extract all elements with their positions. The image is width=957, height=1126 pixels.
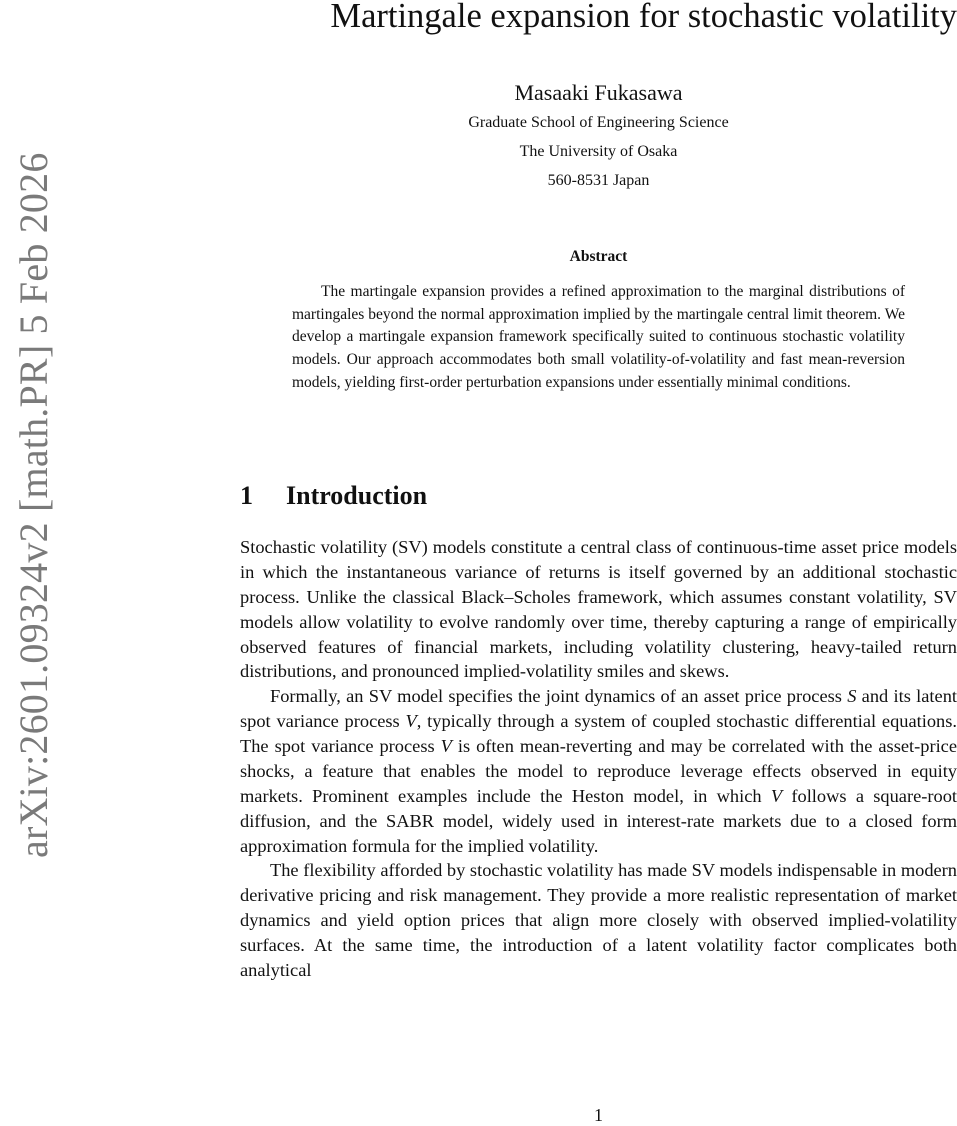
abstract-text: The martingale expansion provides a refined approximation to the marginal distributions of martingales beyond the normal approximation implied by the martingale central limit theorem. We develop a martingale expansion framework specifically suited to continuous stochastic volatility models. Our approach accommodates both small volatility-of-volatility and fast mean-reversion models, yielding first-order perturbation expansions under essentially minimal conditions. (292, 283, 905, 391)
author-block (240, 78, 957, 195)
paragraph-2-text-e: follows a square-root diffusion, and the SABR model, widely used in interest-rate markets due to a closed form approximation formula for the implied volatility. (240, 785, 957, 856)
paragraph-2-text-b: and its latent spot variance process (240, 686, 957, 732)
math-symbol-v: V (440, 736, 452, 756)
affiliation-university: The University of Osaka (519, 143, 678, 160)
paragraph-2 (240, 684, 957, 858)
math-symbol-v: V (405, 711, 417, 732)
section-heading (240, 478, 427, 514)
abstract-heading: Abstract (569, 248, 628, 265)
author-name: Masaaki Fukasawa (514, 80, 683, 105)
arxiv-identifier: arXiv:2601.09324v2 [math.PR] 5 Feb 2026 (11, 152, 56, 858)
page-number: 1 (594, 1105, 603, 1125)
affiliation-address: 560-8531 Japan (547, 172, 650, 189)
paragraph-2-text-a: Formally, an SV model specifies the joint dynamics of an asset price process (270, 686, 848, 707)
paragraph-3 (240, 858, 957, 982)
section-number: 1 (240, 481, 253, 510)
section-title: Introduction (286, 481, 428, 510)
affiliation-school: Graduate School of Engineering Science (468, 114, 729, 131)
math-symbol-s: S (847, 686, 857, 707)
paragraph-1-text: Stochastic volatility (SV) models constitute a central class of continuous-time asset price models in which the instantaneous variance of returns is itself governed by an additional stochastic process. Unlike the classical Black–Scholes framework, which assumes constant volatility, SV models allow volatility to evolve randomly over time, thereby capturing a range of empirically observed features of financial markets, including volatility clustering, heavy-tailed return distributions, and pronounced implied-volatility smiles and skews. (240, 537, 957, 682)
paragraph-2-text-c: , typically through a system of coupled stochastic differential equations. The spot variance process (240, 711, 957, 756)
body-text (240, 535, 957, 983)
paragraph-3-text: The flexibility afforded by stochastic volatility has made SV models indispensable in modern derivative pricing and risk management. They provide a more realistic representation of market dynamics and yield option prices that align more closely with observed implied-volatility surfaces. At the same time, the introduction of a latent volatility factor complicates both analytical (240, 860, 957, 980)
paragraph-2-text-d: is often mean-reverting and may be correlated with the asset-price shocks, a feature that enables the model to reproduce leverage effects observed in equity markets. Prominent examples include the Heston model, in which (240, 736, 957, 806)
paper-title: Martingale expansion for stochastic volatility (330, 0, 957, 35)
math-symbol-v: V (770, 785, 783, 806)
paragraph-1 (240, 535, 957, 684)
